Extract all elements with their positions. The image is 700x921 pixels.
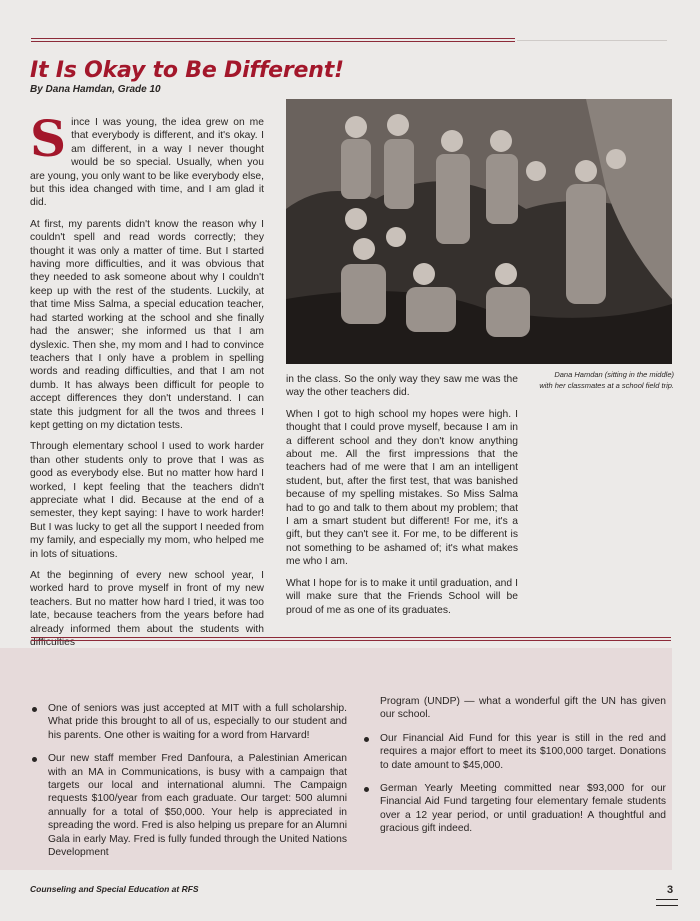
page-number-rule: [656, 899, 678, 906]
caption-line-2: with her classmates at a school field trip.: [539, 381, 674, 390]
article-column-1: [30, 109, 264, 657]
article-paragraph: When I got to high school my hopes were high. I thought that I could prove myself, because I am in a different school and they don't know anything about me. All the first impressions that the teachers had of me were that I am an intelligent student, but, after the first test, that was banished because of my spelling mistakes. So Miss Salma had to go and talk to them about my problem; that I am a smart student but different! For me, it's a gift, but they can't see it. For me, to be different is not something to be ashamed of; it's what makes me who I am.: [286, 408, 518, 568]
article-paragraph: What I hope for is to make it until graduation, and I will make sure that the Friends School will be proud of me as one of its graduates.: [286, 577, 518, 616]
news-list-left: [30, 702, 347, 869]
photo-caption: [522, 369, 674, 391]
news-list-right: [362, 695, 666, 846]
news-item-continuation: Program (UNDP) — what a wonderful gift the UN has given our school.: [380, 696, 666, 721]
news-item: Our new staff member Fred Danfoura, a Palestinian American with an MA in Communications, is busy with a campaign that targets our local and international alumni. The Campaign requests $100/year from each graduate. Our target: 500 alumni annually for a total of $50,000. Your help is appreciated in spreading the word. Fred is also helping us prepare for an Alumni Gala in early May. Fred is fully funded through the United Nations Development: [30, 752, 347, 859]
top-rule: [31, 38, 515, 42]
article-paragraph: At first, my parents didn't know the reason why I couldn't spell and read words correctly; they thought it was only a matter of time. But I started having more difficulties, and it was obvious that they needed to ask someone about why I couldn't keep up with the rest of the students. Luckily, at that time Miss Salma, a special education teacher, had started working at the school and she finally had the answer; she informed us that I am dyslexic. Then she, my mom and I had to convince teachers that I only have a problem in spelling words and reading difficulties, and that I am not dumb. It has always been difficult for people to accept differences they don't understand. I can state this judgment for all the twos and threes I kept getting on my dictation tests.: [30, 218, 264, 431]
article-paragraph: Since I was young, the idea grew on me that everybody is different, and it's okay. I am different, in a way I never thought would be so special. Usually, when you are young, you only want to be like everybody else, but this idea changed with time, and I am glad it did.: [30, 109, 264, 209]
footer-section-title: Counseling and Special Education at RFS: [30, 884, 199, 894]
article-title: It Is Okay to Be Different!: [30, 58, 344, 83]
news-item: One of seniors was just accepted at MIT with a full scholarship. What pride this brought to all of us, especially to our student and his parents. One other is waiting for a word from Harvard!: [30, 702, 347, 742]
article-paragraph: in the class. So the only way they saw me was the way the other teachers did.: [286, 374, 518, 399]
caption-line-1: Dana Hamdan (sitting in the middle): [554, 370, 674, 379]
top-rule-faint: [517, 40, 667, 41]
article-paragraph: Through elementary school I used to work harder than other students only to prove that I was as good as everybody else. But no matter how hard I worked, I kept feeling that the teachers didn't appreciate what I did. Because at the end of a semester, they kept saying: I have to work harder! But I was lucky to get all the support I needed from my family, and especially my mom, who helped me in lots of situations.: [30, 441, 264, 560]
article-byline: By Dana Hamdan, Grade 10: [30, 84, 161, 95]
section-rule: [31, 637, 671, 641]
news-item: German Yearly Meeting committed near $93,000 for our Financial Aid Fund targeting four elementary female students over a 12 year period, or until graduation! A thoughtful and gracious gift indeed.: [362, 782, 666, 836]
photo-illustration: [286, 99, 672, 364]
news-item: Our Financial Aid Fund for this year is still in the red and requires a major effort to meet its $100,000 target. Donations to date amount to $45,000.: [362, 732, 666, 772]
page-number: 3: [667, 884, 674, 896]
class-photo: [286, 99, 672, 364]
article-column-2: [286, 373, 518, 625]
drop-cap: S: [30, 109, 67, 168]
article-paragraph: At the beginning of every new school year, I worked hard to prove myself in front of my new teachers. But no matter how hard I tried, it was too late, because teachers from the years before had already informed them about the students with difficulties: [30, 570, 264, 649]
